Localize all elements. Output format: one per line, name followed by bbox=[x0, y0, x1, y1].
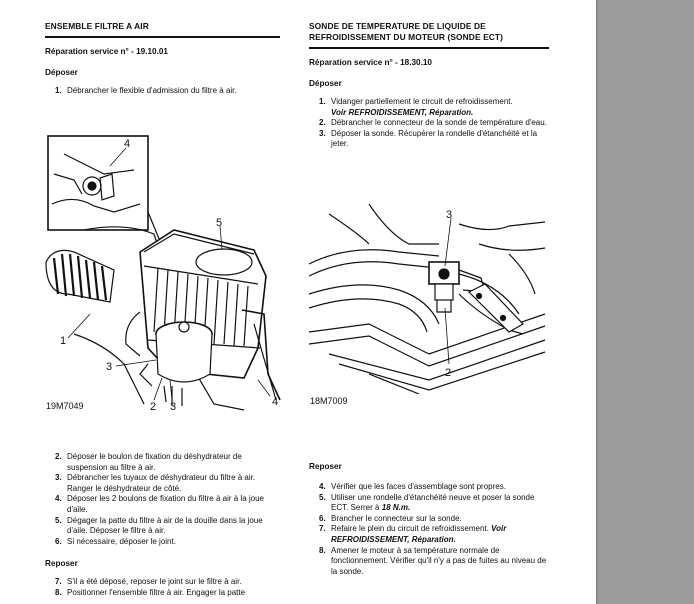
ect-sensor-refit bbox=[309, 462, 549, 577]
callout-3-bottom: 3 bbox=[170, 401, 177, 413]
step: 4. Déposer les 2 boulons de fixation du filtre à air à la joue d'aile. bbox=[55, 494, 265, 514]
torque-value: 18 N.m. bbox=[381, 503, 411, 513]
refit-steps bbox=[309, 482, 549, 577]
step: 3. Débrancher les tuyaux de déshydrateur du filtre à air. Ranger le déshydrateur de côté. bbox=[55, 473, 256, 493]
step: 2. Débrancher le connecteur de la sonde de température d'eau. bbox=[319, 118, 547, 128]
step: 4. Vérifier que les faces d'assemblage sont propres. bbox=[319, 482, 506, 491]
remove-steps bbox=[309, 97, 549, 150]
figure-code: 19M7049 bbox=[46, 401, 84, 411]
air-filter-steps-continued bbox=[45, 452, 280, 599]
remove-steps bbox=[45, 86, 280, 97]
remove-heading: Déposer bbox=[309, 79, 342, 88]
step: 1. Débrancher le flexible d'admission du filtre à air. bbox=[55, 86, 237, 95]
section-title: ENSEMBLE FILTRE A AIR bbox=[45, 21, 149, 31]
step: 7. S'il a été déposé, reposer le joint sur le filtre à air. bbox=[55, 577, 242, 587]
callout-4-inset: 4 bbox=[124, 138, 131, 150]
step: 5. Dégager la patte du filtre à air de la douille dans la joue d'aile. Déposer le filtre à air. bbox=[55, 515, 263, 536]
step: 5. Utiliser une rondelle d'étanchéité neuve et poser la sonde ECT. Serrer à 18 N.m. bbox=[319, 492, 535, 513]
step: 3. Déposer la sonde. Récupérer la rondelle d'étanchéité et la jeter. bbox=[319, 128, 538, 149]
step: 7. Refaire le plein du circuit de refroidissement. Voir REFROIDISSEMENT, Réparation. bbox=[319, 524, 507, 544]
step: 8. Amener le moteur à sa température normale de fonctionnement. Vérifier qu'il n'y a pas de fuites au niveau de la sonde. bbox=[319, 545, 547, 576]
title-rule bbox=[45, 36, 280, 38]
title-rule bbox=[309, 47, 549, 49]
step: 6. Si nécessaire, déposer le joint. bbox=[55, 536, 176, 546]
air-filter-illustration bbox=[44, 134, 284, 414]
callout-1: 1 bbox=[60, 335, 67, 347]
remove-heading: Déposer bbox=[45, 68, 78, 77]
section-title: SONDE DE TEMPERATURE DE LIQUIDE DE REFROIDISSEMENT DU MOTEUR (SONDE ECT) bbox=[309, 21, 504, 42]
cross-reference: REFROIDISSEMENT, Réparation. bbox=[331, 534, 456, 544]
step: 1. Vidanger partiellement le circuit de refroidissement. Voir REFROIDISSEMENT, Réparation. bbox=[319, 97, 513, 117]
remove-steps-continued bbox=[45, 452, 280, 547]
figure-code: 18M7009 bbox=[310, 396, 348, 406]
step: 2. Déposer le boulon de fixation du déshydrateur de suspension au filtre à air. bbox=[55, 452, 242, 472]
refit-heading: Reposer bbox=[309, 462, 342, 471]
callout-3: 3 bbox=[446, 209, 453, 221]
repair-reference: Réparation service n° - 18.30.10 bbox=[309, 58, 432, 67]
ect-sensor-illustration bbox=[309, 204, 549, 394]
page-margin-bar bbox=[596, 0, 694, 604]
refit-steps bbox=[45, 577, 280, 598]
callout-2: 2 bbox=[445, 367, 452, 379]
step: 6. Brancher le connecteur sur la sonde. bbox=[319, 513, 462, 523]
repair-reference: Réparation service n° - 19.10.01 bbox=[45, 47, 168, 56]
section-air-filter bbox=[45, 0, 280, 97]
callout-2: 2 bbox=[150, 401, 157, 413]
cross-reference: Voir REFROIDISSEMENT, Réparation. bbox=[331, 107, 474, 117]
refit-heading: Reposer bbox=[45, 559, 78, 569]
cross-reference: Voir bbox=[491, 524, 507, 534]
callout-5: 5 bbox=[216, 217, 223, 229]
section-ect-sensor bbox=[309, 0, 549, 150]
step: 8. Positionner l'ensemble filtre à air. Engager la patte bbox=[55, 587, 246, 597]
callout-4: 4 bbox=[272, 396, 279, 408]
callout-3-left: 3 bbox=[106, 361, 113, 373]
